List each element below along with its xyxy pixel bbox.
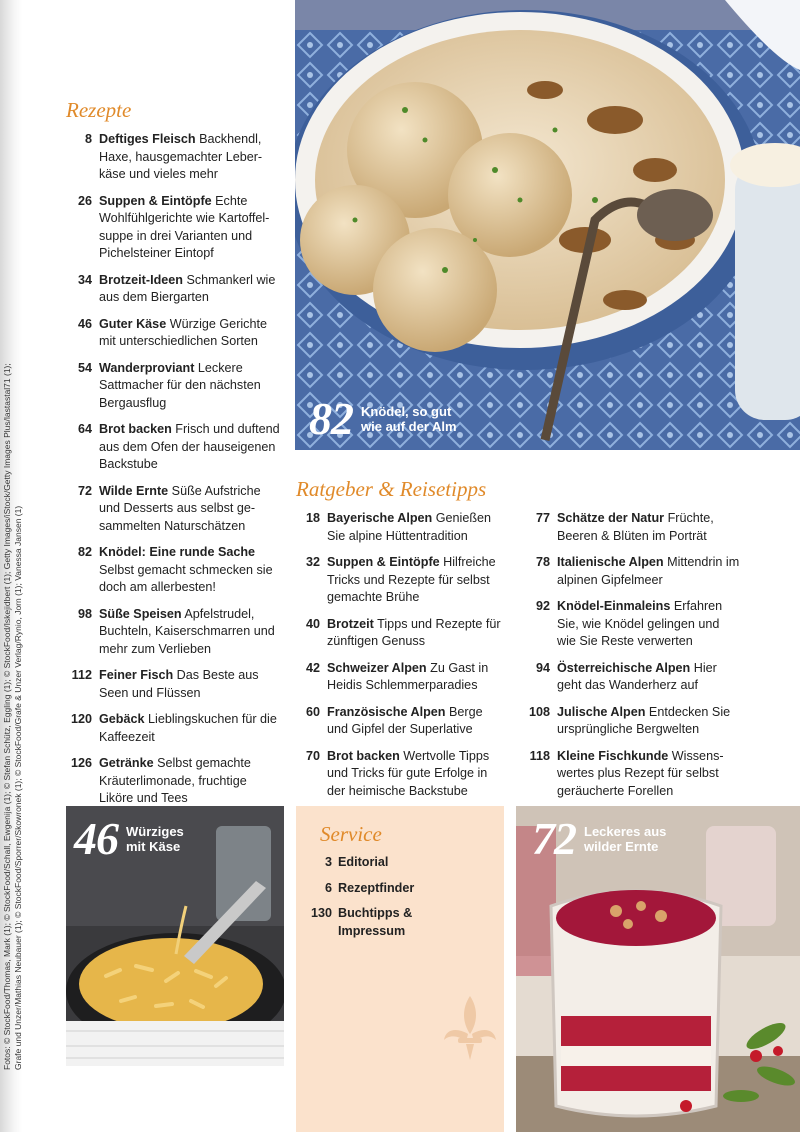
entry-description: Schmankerl wie aus dem Biergarten [99, 272, 276, 304]
fleur-de-lis-icon [440, 994, 500, 1064]
toc-entry [524, 510, 740, 545]
entry-title: Brotzeit-Ideen [99, 272, 183, 287]
photo-kaesespaetzle [66, 806, 284, 1066]
entry-description: Zu Gast in Heidis Schlemmerparadies [327, 660, 489, 692]
heading-ratgeber: Ratgeber & Reisetipps [296, 477, 487, 501]
toc-entry [66, 131, 282, 184]
photo-label-ernte [532, 813, 667, 864]
entry-description: Süße Aufstriche und Desserts aus selbst gesammelten Naturschätzen [99, 483, 261, 533]
page-number: 54 [77, 360, 92, 375]
entry-text [92, 544, 282, 597]
photo-credits: Fotos: © StockFood/Thomas, Mark (1); © StockFood/Schall, Ewgenija (1); © Stefan Schütz, Eggling (1); © StockFood/Iskejidbert (1); Getty Images/iStock/Getty Images Plus/lastastal71 (1); Grafe und Unzer/Mathias Neubauer (1); © StockFood/Sporrer/Skowronek (1); © StockFood/Grafe & Unzer Verlag/Rynio, Jorn (1); Vanessa Jansen (1) [2, 363, 23, 1070]
entry-text [92, 421, 282, 474]
toc-entry [66, 755, 282, 808]
photo-label-knoedel [309, 393, 457, 444]
page-number: 18 [305, 511, 320, 525]
page-number: 108 [528, 704, 550, 719]
toc-entry [296, 748, 505, 801]
toc-entry [524, 598, 740, 651]
entry-title: Bayerische Alpen [327, 511, 433, 525]
page-number: 34 [77, 272, 92, 287]
entry-title: Suppen & Eintöpfe [327, 555, 440, 569]
page-number: 78 [535, 555, 550, 569]
toc-entry [296, 660, 505, 695]
knoedel-illustration [295, 0, 800, 450]
entry-title: Knödel: Eine runde Sache [99, 545, 256, 559]
entry-text [92, 131, 282, 184]
entry-description: Wissenswertes plus Rezept für selbst geräucherte Forellen [557, 748, 724, 798]
page-number: 92 [535, 599, 550, 613]
entry-text [92, 711, 282, 746]
entry-title: Kleine Fischkunde [557, 748, 669, 763]
toc-entry [66, 606, 282, 659]
toc-entry [524, 748, 740, 801]
entry-text [92, 360, 282, 413]
photo-knoedel [295, 0, 800, 450]
entry-title: Getränke [99, 756, 154, 770]
entry-text [92, 483, 282, 536]
entry-text [92, 272, 282, 307]
entry-text [320, 704, 505, 739]
toc-entry [524, 554, 740, 589]
entry-text [320, 748, 505, 801]
toc-entry [66, 360, 282, 413]
entry-text [92, 316, 282, 351]
toc-entry [296, 616, 505, 651]
page-number: 60 [305, 704, 320, 719]
entry-text [92, 606, 282, 659]
entry-title: Wanderproviant [99, 360, 195, 375]
toc-entry [524, 660, 740, 695]
entry-title: Wilde Ernte [99, 483, 169, 498]
entry-description: Selbst gemachte Kräuterlimonade, fruchtige Liköre und Tees [99, 756, 251, 805]
photo-label-kaese [74, 813, 184, 864]
toc-entry [66, 483, 282, 536]
entry-text [550, 554, 740, 589]
toc-entry [66, 316, 282, 351]
entry-title: Guter Käse [99, 316, 167, 331]
page-number: 120 [70, 712, 92, 726]
entry-description: Früchte, Beeren & Blüten im Porträt [557, 511, 714, 543]
entry-text [92, 667, 282, 702]
page-number: 94 [535, 660, 550, 675]
page-number: 126 [70, 756, 92, 770]
entry-title: Brotzeit [327, 616, 374, 631]
page-number: 40 [305, 616, 320, 631]
entry-description: Tipps und Rezepte für zünftigen Genuss [327, 616, 501, 648]
photo-caption: Knödel, so gut wie auf der Alm [361, 404, 457, 434]
service-entry [296, 854, 482, 872]
entry-title: Knödel-Einmaleins [557, 599, 671, 613]
entry-title: Brot backen [99, 422, 172, 436]
photo-page-number: 72 [532, 813, 576, 864]
entry-description: Berge und Gipfel der Superlative [327, 704, 483, 736]
entry-text [550, 598, 740, 651]
entry-title: Süße Speisen [99, 606, 182, 621]
entry-description: Das Beste aus Seen und Flüssen [99, 668, 259, 700]
toc-entry [524, 704, 740, 739]
photo-caption: Würziges mit Käse [126, 824, 184, 854]
entry-description: Entdecken Sie ursprüngliche Bergwelten [557, 704, 731, 736]
page-number: 32 [305, 555, 320, 569]
entry-description: Selbst gemacht schmecken sie doch am allerbesten! [99, 562, 273, 594]
service-entry [296, 905, 482, 940]
heading-service: Service [320, 822, 382, 846]
ratgeber-list-1 [296, 510, 505, 809]
page-number: 112 [71, 668, 92, 682]
entry-description: Hilfreiche Tricks und Rezepte für selbst gemachte Brühe [327, 555, 496, 604]
toc-entry [66, 544, 282, 597]
entry-title: Julische Alpen [557, 704, 646, 719]
entry-description: Mittendrin im alpinen Gipfelmeer [557, 555, 740, 587]
page-number: 72 [77, 483, 92, 498]
entry-title: Schweizer Alpen [327, 660, 427, 675]
entry-title: Editorial [338, 855, 389, 869]
entry-text [550, 748, 740, 801]
entry-text [550, 510, 740, 545]
page-number: 82 [77, 545, 92, 559]
page-number: 77 [535, 511, 550, 525]
service-box [296, 806, 504, 1132]
entry-description: Frisch und duftend aus dem Ofen der hauseigenen Backstube [99, 422, 280, 471]
photo-page-number: 46 [74, 813, 118, 864]
photo-caption: Leckeres aus wilder Ernte [584, 824, 667, 854]
page-number: 8 [84, 132, 92, 146]
page-number: 46 [77, 316, 92, 331]
heading-rezepte: Rezepte [66, 98, 132, 122]
ratgeber-list-2 [524, 510, 740, 809]
toc-entry [66, 272, 282, 307]
entry-text [550, 660, 740, 695]
toc-entry [296, 554, 505, 607]
entry-description: Erfahren Sie, wie Knödel gelingen und wie Sie Reste verwerten [557, 599, 723, 648]
page-number: 3 [324, 855, 332, 869]
page-number: 64 [77, 422, 92, 436]
entry-description: Hier geht das Wanderherz auf [557, 660, 717, 692]
entry-title: Rezeptfinder [338, 880, 415, 895]
entry-text [320, 554, 505, 607]
entry-title: Französische Alpen [327, 704, 446, 719]
entry-description: Echte Wohlfühlgerichte wie Kartoffelsuppe in drei Varianten und Pichelsteiner Eintopf [99, 193, 270, 260]
photo-page-number: 82 [309, 393, 353, 444]
entry-title: Feiner Fisch [99, 668, 174, 682]
photo-dessert [516, 806, 800, 1132]
entry-description: Würzige Gerichte mit unterschiedlichen Sorten [99, 316, 267, 348]
entry-title: Schätze der Natur [557, 511, 665, 525]
toc-entry [66, 667, 282, 702]
entry-title: Suppen & Eintöpfe [99, 193, 212, 208]
toc-entry [66, 711, 282, 746]
entry-description: Apfelstrudel, Buchteln, Kaiserschmarren und mehr zum Verlieben [99, 606, 275, 656]
toc-entry [296, 510, 505, 545]
entry-text [320, 616, 505, 651]
page-number: 98 [77, 606, 92, 621]
service-entry [296, 880, 482, 898]
entry-description: Wertvolle Tipps und Tricks für gute Erfolge in der heimische Backstube [327, 748, 490, 798]
entry-text [92, 193, 282, 263]
page-number: 118 [529, 748, 550, 763]
entry-title: Brot backen [327, 748, 400, 763]
page-number: 70 [305, 748, 320, 763]
entry-title: Italienische Alpen [557, 555, 664, 569]
entry-description: Lieblingskuchen für die Kaffeezeit [99, 712, 277, 744]
page-number: 130 [310, 906, 332, 920]
toc-entry [66, 193, 282, 263]
toc-entry [66, 421, 282, 474]
entry-title: Österreichische Alpen [557, 660, 691, 675]
entry-text [320, 510, 505, 545]
entry-title: Buchtipps & Impressum [338, 906, 413, 938]
rezepte-list [66, 131, 282, 817]
entry-title: Deftiges Fleisch [99, 132, 196, 146]
entry-description: Genießen Sie alpine Hüttentradition [327, 511, 492, 543]
toc-entry [296, 704, 505, 739]
entry-text [550, 704, 740, 739]
entry-description: Leckere Sattmacher für den nächsten Bergausflug [99, 360, 261, 410]
entry-title: Gebäck [99, 712, 145, 726]
entry-description: Backhendl, Haxe, hausgemachter Leberkäse und vieles mehr [99, 132, 263, 181]
page-number: 42 [305, 660, 320, 675]
entry-text [92, 755, 282, 808]
entry-text [320, 660, 505, 695]
page-number: 6 [324, 880, 332, 895]
service-list [296, 854, 482, 948]
page-number: 26 [77, 193, 92, 208]
